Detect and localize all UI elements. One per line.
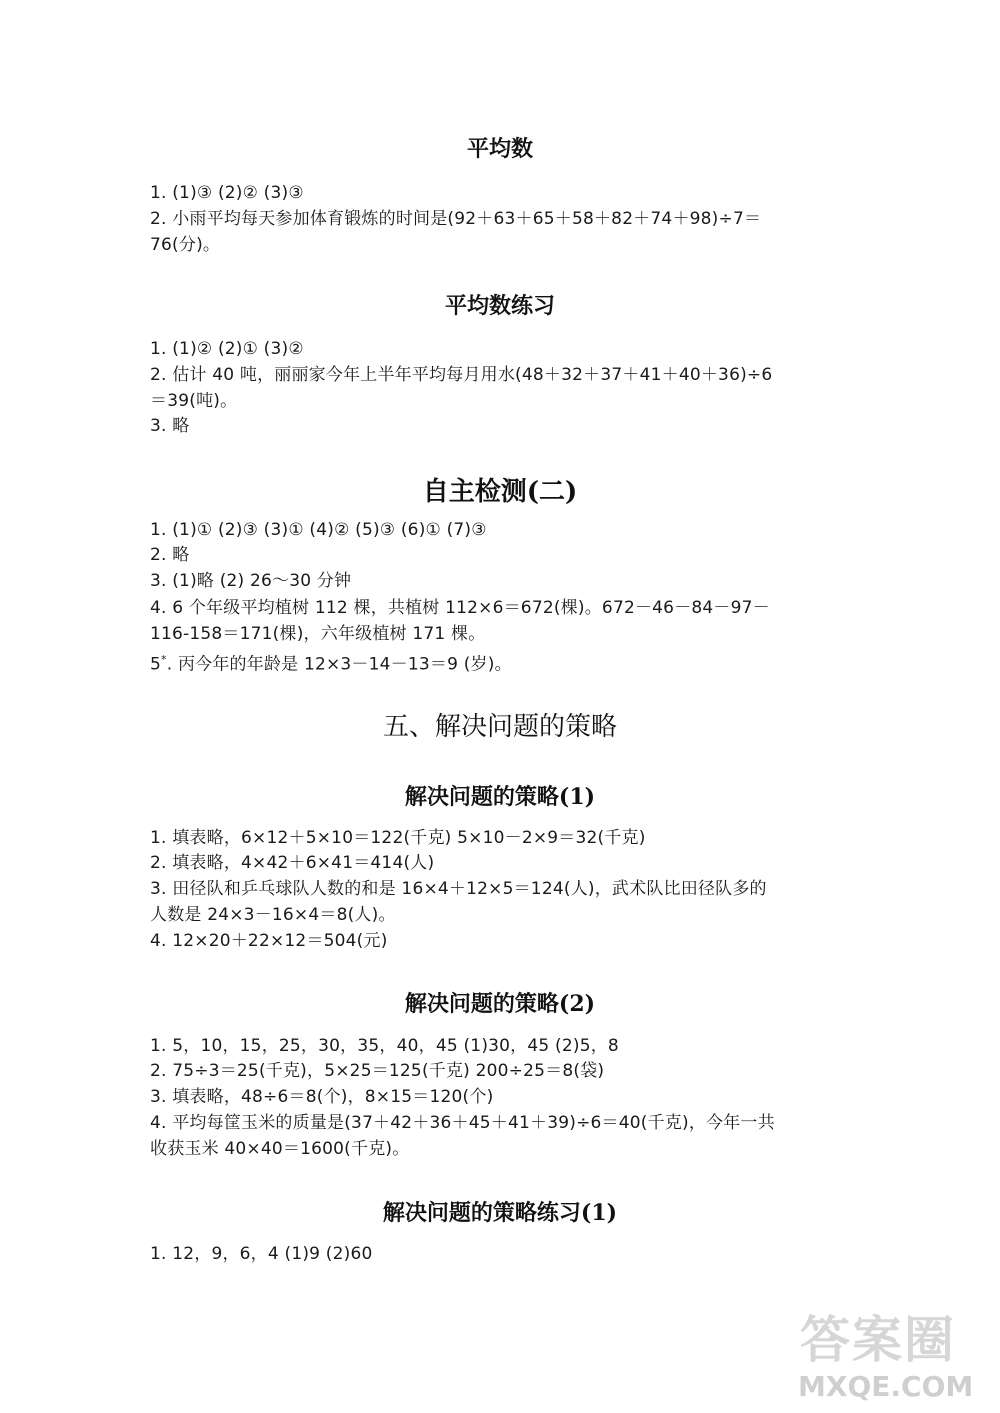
answer-line: 116-158＝171(棵)，六年级植树 171 棵。 [150,624,486,644]
watermark-logo: 答案圈 [800,1310,956,1369]
section-title-average: 平均数 [466,136,533,162]
answer-line: 3. 田径队和乒乓球队人数的和是 16×4＋12×5＝124(人)，武术队比田径队多的 [150,879,767,899]
section-title-strategies-practice-1: 解决问题的策略练习(1) [382,1200,618,1226]
section-title-average-practice: 平均数练习 [444,293,555,319]
section-title-strategies-2: 解决问题的策略(2) [404,991,596,1017]
answer-line: 4. 12×20＋22×12＝504(元) [150,931,388,951]
answer-line: 1. 12，9，6，4 (1)9 (2)60 [150,1244,373,1264]
answer-line: 1. 5，10，15，25，30，35，40，45 (1)30，45 (2)5，8 [150,1036,619,1056]
answer-line: 收获玉米 40×40＝1600(千克)。 [150,1139,410,1159]
answer-text: . 丙今年的年龄是 12×3－14－13＝9 (岁)。 [166,654,512,675]
star-mark: * [161,653,167,666]
watermark [790,1312,990,1407]
answer-line: 人数是 24×3－16×4＝8(人)。 [150,905,396,925]
answer-line: 4. 6 个年级平均植树 112 棵，共植树 112×6＝672(棵)。672－46－84－97－ [150,598,770,618]
answer-line: 2. 略 [150,545,190,565]
answer-line: 4. 平均每筐玉米的质量是(37＋42＋36＋45＋41＋39)÷6＝40(千克)，今年一共 [150,1113,775,1133]
answer-line: 2. 小雨平均每天参加体育锻炼的时间是(92＋63＋65＋58＋82＋74＋98)÷7＝ [150,209,762,229]
answer-line: 2. 填表略，4×42＋6×41＝414(人) [150,853,435,873]
answer-line: 1. (1)③ (2)② (3)③ [150,183,304,203]
watermark-url: MXQE.COM [798,1370,974,1403]
answer-line: 2. 估计 40 吨，丽丽家今年上半年平均每月用水(48＋32＋37＋41＋40＋36)÷6 [150,365,773,385]
answer-line: 1. (1)① (2)③ (3)① (4)② (5)③ (6)① (7)③ [150,520,487,540]
section-title-strategies-1: 解决问题的策略(1) [404,784,596,810]
answer-line: 3. 略 [150,416,190,436]
answer-line: 3. (1)略 (2) 26～30 分钟 [150,571,352,591]
answer-line: 3. 填表略，48÷6＝8(个)，8×15＝120(个) [150,1087,494,1107]
section-title-self-test-2: 自主检测(二) [422,477,578,507]
answer-line: 2. 75÷3＝25(千克)，5×25＝125(千克) 200÷25＝8(袋) [150,1061,605,1081]
question-number: 5 [150,654,162,675]
answer-line: 1. (1)② (2)① (3)② [150,339,304,359]
answer-line: 1. 填表略，6×12＋5×10＝122(千克) 5×10－2×9＝32(千克) [150,828,646,848]
answer-line [150,648,860,677]
chapter-title-strategies: 五、解决问题的策略 [382,712,617,742]
answer-line: 76(分)。 [150,235,221,255]
answer-line: ＝39(吨)。 [150,391,238,411]
